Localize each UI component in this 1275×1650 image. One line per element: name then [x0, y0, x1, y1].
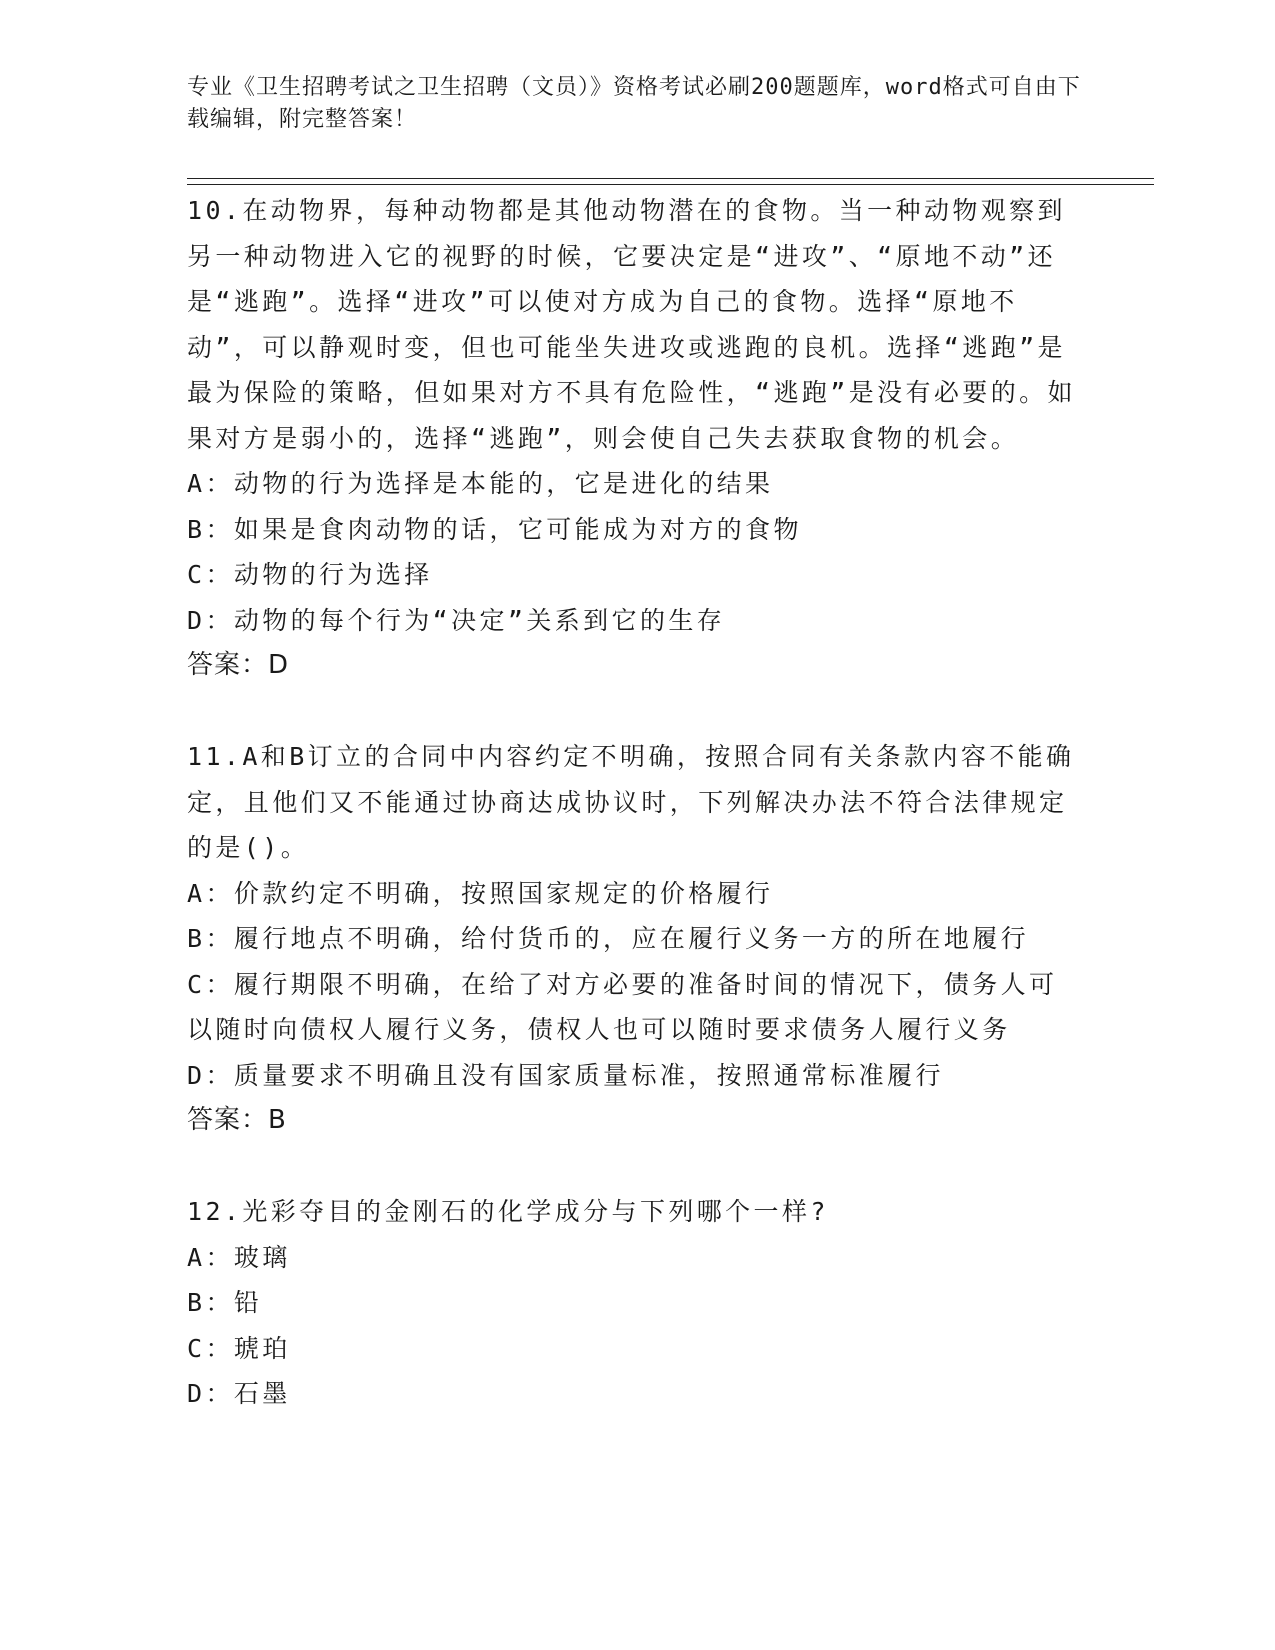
option-a: A：玻璃	[187, 1242, 291, 1272]
document-header: 专业《卫生招聘考试之卫生招聘（文员）》资格考试必刷200题题库，word格式可自由下载编辑，附完整答案！	[187, 75, 1081, 132]
question-10	[187, 188, 1077, 689]
header-divider-top	[187, 178, 1154, 179]
question-gap	[187, 689, 1077, 735]
option-d: D：质量要求不明确且没有国家质量标准，按照通常标准履行	[187, 1060, 944, 1090]
header-divider-bottom	[187, 184, 1154, 185]
answer-line: 答案：B	[187, 1105, 287, 1135]
option-c: C：履行期限不明确，在给了对方必要的准备时间的情况下，债务人可以随时向债权人履行义务，债权人也可以随时要求债务人履行义务	[187, 969, 1058, 1044]
option-d: D：动物的每个行为“决定”关系到它的生存	[187, 605, 726, 635]
question-11	[187, 734, 1077, 1144]
option-c: C：动物的行为选择	[187, 560, 433, 589]
option-b: B：铅	[187, 1288, 263, 1317]
question-gap	[187, 1144, 1077, 1190]
question-12	[187, 1189, 1077, 1417]
question-list	[187, 188, 1077, 1417]
question-text: 11.A和B订立的合同中内容约定不明确，按照合同有关条款内容不能确定，且他们又不能通过协商达成协议时，下列解决办法不符合法律规定的是()。	[187, 742, 1075, 862]
option-b: B：履行地点不明确，给付货币的，应在履行义务一方的所在地履行	[187, 924, 1030, 953]
option-a: A：价款约定不明确，按照国家规定的价格履行	[187, 878, 774, 908]
option-c: C：琥珀	[187, 1333, 291, 1363]
answer-line: 答案：D	[187, 650, 290, 680]
question-text: 12.光彩夺目的金刚石的化学成分与下列哪个一样?	[187, 1197, 829, 1226]
option-b: B：如果是食肉动物的话，它可能成为对方的食物	[187, 514, 802, 544]
option-d: D：石墨	[187, 1379, 291, 1408]
question-text: 10.在动物界，每种动物都是其他动物潜在的食物。当一种动物观察到另一种动物进入它的视野的时候，它要决定是“进攻”、“原地不动”还是“逃跑”。选择“进攻”可以使对方成为自己的食物。选择“原地不动”，可以静观时变，但也可能坐失进攻或逃跑的良机。选择“逃跑”是最为保险的策略，但如果对方不具有危险性，“逃跑”是没有必要的。如果对方是弱小的，选择“逃跑”，则会使自己失去获取食物的机会。	[187, 196, 1076, 453]
option-a: A：动物的行为选择是本能的，它是进化的结果	[187, 469, 774, 498]
